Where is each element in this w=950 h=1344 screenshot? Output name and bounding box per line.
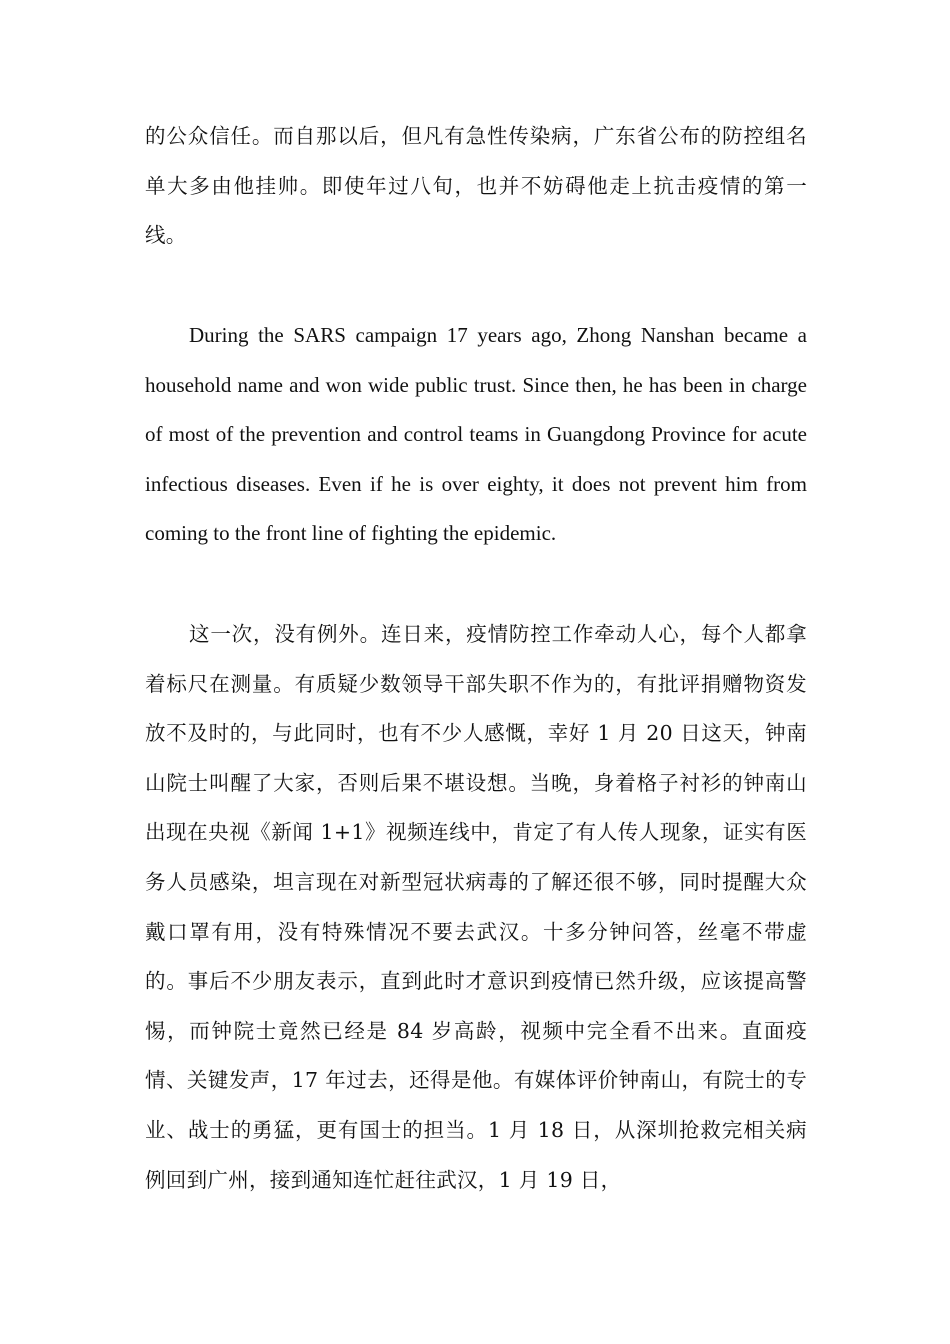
paragraph-chinese-intro: 的公众信任。而自那以后，但凡有急性传染病，广东省公布的防控组名单大多由他挂帅。即使年过八旬，也并不妨碍他走上抗击疫情的第一线。 [145, 124, 807, 248]
paragraph-english-translation: During the SARS campaign 17 years ago, Zhong Nanshan became a household name and won wide public trust. Since then, he has been in charge of most of the prevention and control teams in Guangdong Province for acute infectious diseases. Even if he is over eighty, it does not prevent him from coming to the front line of fighting the epidemic. [145, 323, 807, 546]
paragraph-chinese-body: 这一次，没有例外。连日来，疫情防控工作牵动人心，每个人都拿着标尺在测量。有质疑少数领导干部失职不作为的，有批评捐赠物资发放不及时的，与此同时，也有不少人感慨，幸好 1 月 20 日这天，钟南山院士叫醒了大家，否则后果不堪设想。当晚，身着格子衬衫的钟南山出现在央视《新闻 1+1》视频连线中，肯定了有人传人现象，证实有医务人员感染，坦言现在对新型冠状病毒的了解还很不够，同时提醒大众戴口罩有用，没有特殊情况不要去武汉。十多分钟问答，丝毫不带虚的。事后不少朋友表示，直到此时才意识到疫情已然升级，应该提高警惕，而钟院士竟然已经是 84 岁高龄，视频中完全看不出来。直面疫情、关键发声，17 年过去，还得是他。有媒体评价钟南山，有院士的专业、战士的勇猛，更有国士的担当。1 月 18 日，从深圳抢救完相关病例回到广州，接到通知连忙赶往武汉，1 月 19 日， [145, 622, 807, 1192]
